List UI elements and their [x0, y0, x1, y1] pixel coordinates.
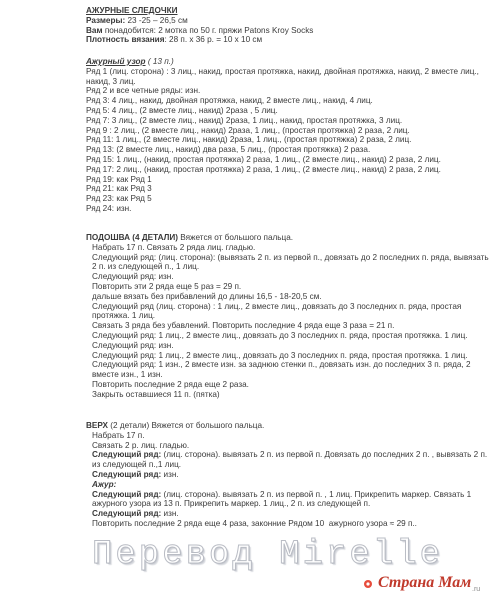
sole-line: Следующий ряд: изн.: [92, 272, 174, 282]
sole-line: Следующий ряд (лиц. сторона) : 1 лиц., 2 вместе лиц., довязать до 3 последних п. ряда, простая протяжка. 1 лиц.: [92, 301, 464, 321]
top-row-1-text: (лиц. сторона). вывязать 2 п. из первой п. Довязать до последних 2 п. , вывязать 2 п. из следующей п.,1 лиц.: [92, 450, 490, 470]
sole-line: Набрать 17 п. Связать 2 ряда лиц. гладью.: [92, 242, 256, 252]
lace-row: Ряд 23: как Ряд 5: [86, 194, 152, 204]
density-line: [86, 35, 491, 45]
sole-line: Следующий ряд: 1 изн., 2 вместе изн. за заднюю стенки п., довязать изн. до последних 3 п. ряда, 2 вместе изн., 1 изн.: [92, 360, 473, 380]
top-line-list: [86, 431, 491, 529]
top-row-3-text: (лиц. сторона). вывязать 2 п. из первой п. , 1 лиц. Прикрепить маркер. Связать 1 ажурного узора из 13 п. Прикрепить маркер. 1 лиц., 2 п. из следующей п.: [92, 489, 474, 509]
lace-row: Ряд 11: 1 лиц., (2 вместе лиц., накид) 2раза, 1 лиц., (простая протяжка) 2 раза, 2 лиц.: [86, 135, 412, 145]
sole-line: Следующий ряд: 1 лиц., 2 вместе лиц., довязать до 3 последних п. ряда, простая протяжка. 1 лиц.: [92, 350, 468, 360]
top-section: [86, 421, 491, 529]
pattern-header: [86, 6, 491, 45]
sole-title: ПОДОШВА (4 ДЕТАЛИ): [86, 233, 178, 242]
lace-row: Ряд 9 : 2 лиц., (2 вместе лиц., накид) 2раза, 1 лиц., (простая протяжка) 2 раза, 2 лиц.: [86, 125, 410, 135]
top-row-4: [92, 509, 491, 519]
top-title-suffix: (2 детали) Вяжется от большого пальца.: [110, 421, 265, 430]
sole-line: Следующий ряд: (лиц. сторона): (вывязать 2 п. из первой п., довязать до 2 последних п. ряда, вывязать 2 п. из следующей п., 1 лиц.: [92, 252, 491, 272]
top-row-2-label: Следующий ряд:: [92, 469, 162, 479]
lace-row: Ряд 7: 3 лиц., (2 вместе лиц., накид) 2раза, 1 лиц., накид, простая протяжка, 3 лиц.: [86, 115, 403, 125]
lace-row: Ряд 24: изн.: [86, 203, 132, 213]
sole-line: Связать 3 ряда без убавлений. Повторить последние 4 ряда еще 3 раза = 21 п.: [92, 321, 395, 331]
top-title: ВЕРХ: [86, 421, 108, 430]
lace-row: Ряд 13: (2 вместе лиц., накид) два раза, 5 лиц., (простая протяжка) 2 раза.: [86, 145, 371, 155]
sole-line: Повторить эти 2 ряда еще 5 раз = 29 п.: [92, 281, 242, 291]
yarn-label: Вам: [86, 25, 103, 35]
top-row-4-label: Следующий ряд:: [92, 509, 162, 519]
top-row-2: [92, 470, 491, 480]
density-value: : 28 п. х 36 р. = 10 х 10 см: [164, 35, 263, 45]
sizes-line: [86, 16, 491, 26]
sole-line-list: [86, 243, 491, 400]
top-row-4-text: изн.: [163, 509, 179, 519]
lace-title-line: [86, 57, 491, 67]
sole-line: дальше вязать без прибавлений до длины 16,5 - 18-20,5 см.: [92, 291, 322, 301]
pattern-title: АЖУРНЫЕ СЛЕДОЧКИ: [86, 6, 178, 15]
top-row-3: [92, 490, 491, 510]
sole-line: Закрыть оставшиеся 11 п. (пятка): [92, 389, 220, 399]
yarn-line: [86, 26, 491, 36]
top-lace-label: Ажур:: [92, 479, 117, 489]
sole-title-suffix: Вяжется от большого пальца.: [180, 233, 294, 242]
lace-row: Ряд 15: 1 лиц., (накид, простая протяжка) 2 раза, 1 лиц., (2 вместе лиц., накид) 2 раза, 2 лиц.: [86, 154, 441, 164]
top-row-2-text: изн.: [163, 469, 179, 479]
site-logo-domain: .ru: [472, 586, 481, 593]
density-label: Плотность вязания: [86, 35, 165, 45]
sizes-value: 23 -25 – 26,5 см: [127, 15, 188, 25]
lace-row: Ряд 5: 4 лиц., (2 вместе лиц., накид) 2раза , 5 лиц.: [86, 105, 278, 115]
site-logo-text: Страна Мам: [378, 574, 472, 591]
sole-title-line: [86, 233, 491, 243]
top-row-1-label: Следующий ряд:: [92, 450, 162, 460]
lace-title-suffix: ( 13 п.): [147, 57, 174, 66]
lace-row: Ряд 17: 2 лиц., (накид, простая протяжка) 2 раза, 1 лиц., (2 вместе лиц., накид) 2 раза, 2 лиц.: [86, 164, 441, 174]
top-row-3-label: Следующий ряд:: [92, 489, 162, 499]
sole-line: Следующий ряд: изн.: [92, 340, 174, 350]
top-title-line: [86, 421, 491, 431]
sole-line: Следующий ряд: 1 лиц., 2 вместе лиц., довязать до 3 последних п. ряда, простая протяжка. 1 лиц.: [92, 330, 468, 340]
lace-row: Ряд 21: как Ряд 3: [86, 184, 152, 194]
sole-line: Повторить последние 2 ряда еще 2 раза.: [92, 379, 249, 389]
lace-row: Ряд 1 (лиц. сторона) : 3 лиц., накид, простая протяжка, накид, двойная протяжка, накид, 2 вместе лиц., накид, 3 лиц.: [86, 66, 482, 86]
lace-title: Ажурный узор: [86, 57, 146, 66]
lace-row: Ряд 3: 4 лиц., накид, двойная протяжка, накид, 2 вместе лиц., накид, 4 лиц.: [86, 96, 373, 106]
top-repeat-line: Повторить последние 2 ряда еще 4 раза, законние Рядом 10 ажурного узора ≈ 29 п..: [92, 518, 417, 528]
sole-section: [86, 233, 491, 400]
yarn-value: понадобится: 2 мотка по 50 г. пряжи Patons Kroy Socks: [104, 25, 314, 35]
lace-row: Ряд 19: как Ряд 1: [86, 174, 152, 184]
top-stockinette: Связать 2 р. лиц. гладью.: [92, 440, 190, 450]
lace-pattern-section: [86, 57, 491, 214]
sizes-label: Размеры:: [86, 15, 126, 25]
top-cast-on: Набрать 17 п.: [92, 430, 145, 440]
top-row-1: [92, 450, 491, 470]
translator-watermark: Перевод Mirelle: [92, 536, 444, 574]
lace-row-list: [86, 67, 491, 214]
lace-row: Ряд 2 и все четные ряды: изн.: [86, 86, 201, 96]
